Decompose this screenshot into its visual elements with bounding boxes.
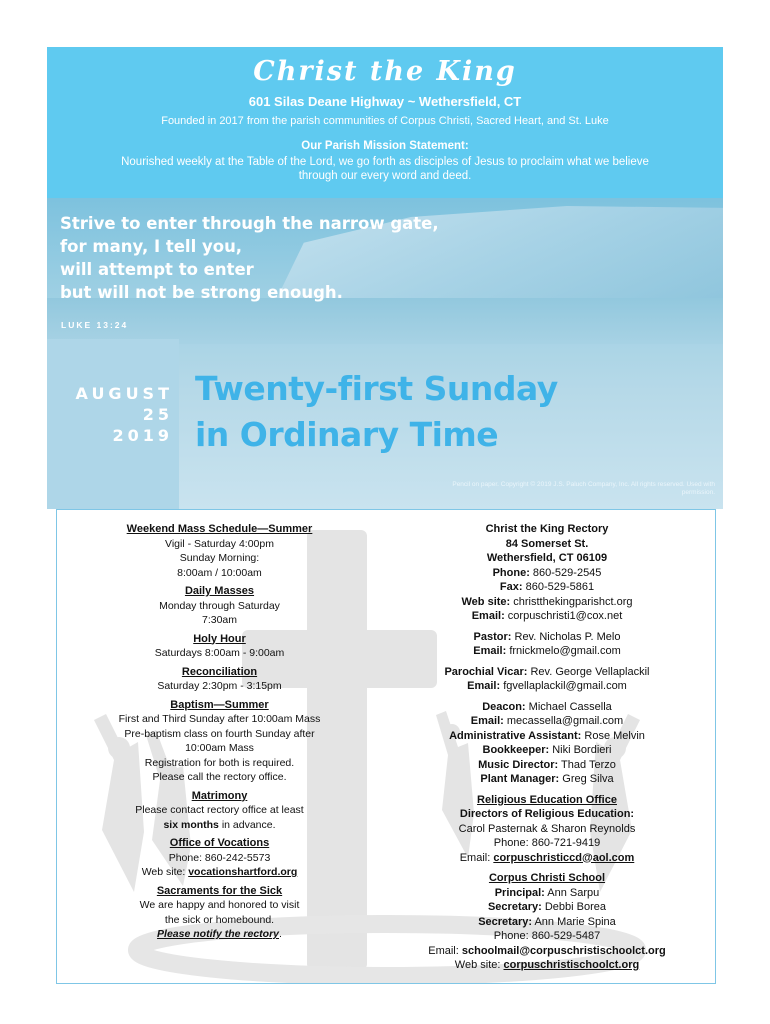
religious-ed-title: Religious Education Office (477, 793, 617, 806)
mission-title: Our Parish Mission Statement: (301, 140, 469, 152)
parish-title: Christ the King (253, 56, 517, 87)
vocations-title: Office of Vocations (169, 837, 270, 849)
holy-hour-title: Holy Hour (193, 632, 246, 645)
parish-header (47, 47, 723, 198)
mission-text: Nourished weekly at the Table of the Lord, we go forth as disciples of Jesus to proclaim what we believe through our every word and deed. (121, 156, 649, 182)
baptism-title: Baptism—Summer (170, 698, 269, 711)
sick-sacraments-title: Sacraments for the Sick (156, 884, 283, 897)
scripture-citation: LUKE 13:24 (61, 320, 129, 330)
left-column: Weekend Mass Schedule—Summer Vigil - Saturday 4:00pm Sunday Morning: 8:00am / 10:00am Daily Masses Monday through Saturday 7:30am Holy Hour Saturdays 8:00am - 9:00am Reconciliation Saturday 2:30pm - 3:15pm Baptism—Summer First and Third Sunday after 10:00am Mass Pre-baptism class on fourth Sunday after 10:00am Mass Registration for both is required. Please call the rectory office. Matrimony Please contact rectory office at least six months in advance. Office of Vocations Phone: 860-242-5573 Web site: vocationshartford.org Sacraments for the Sick We are happy and honored to visit the sick or homebound. Please notify the rectory. (107, 522, 332, 942)
scripture-quote: Strive to enter through the narrow gate, for many, I tell you, will attempt to enter but will not be strong enough. (60, 214, 439, 302)
parish-info-panel (56, 509, 716, 984)
hill-illustration (47, 298, 723, 344)
parish-address: 601 Silas Deane Highway ~ Wethersfield, CT (248, 94, 522, 109)
right-column: Christ the King Rectory 84 Somerset St. Wethersfield, CT 06109 Phone: 860-529-2545 Fax: 860-529-5861 Web site: christthekingparishct.org Email: corpuschristi1@cox.net Pastor: Rev. Nicholas P. Melo Email: frnickmelo@gmail.com Parochial Vicar: Rev. George Vellaplackil Email: fgvellaplackil@gmail.com Deacon: Michael Cassella Email: mecassella@gmail.com Administrative Assistant: Rose Melvin Bookkeeper: Niki Bordieri Music Director: Thad Terzo Plant Manager: Greg Silva Religious Education Office Directors of Religious Education: Carol Pasternak & Sharon Reynolds Phone: 860-721-9419 Email: corpuschristiccd@aol.com Corpus Christi School Principal: Ann Sarpu Secretary: Debbi Borea Secretary: Ann Marie Spina Phone: 860-529-5487 Email: schoolmail@corpuschristischoolct.org Web site: corpuschristischoolct.org (397, 522, 697, 973)
liturgy-banner (47, 198, 723, 509)
school-title: Corpus Christi School (488, 872, 606, 884)
liturgy-title: Twenty-first Sunday in Ordinary Time (195, 369, 558, 454)
weekend-mass-title: Weekend Mass Schedule—Summer (126, 523, 313, 535)
school-website-link[interactable]: corpuschristischoolct.org (503, 959, 640, 971)
founded-note: Founded in 2017 from the parish communities of Corpus Christi, Sacred Heart, and St. Luke (161, 115, 609, 127)
reconciliation-title: Reconciliation (181, 665, 258, 678)
rectory-email-link[interactable]: corpuschristi1@cox.net (504, 610, 623, 622)
rectory-name: Christ the King Rectory (485, 523, 609, 535)
vicar-email-link[interactable]: fgvellaplackil@gmail.com (500, 680, 627, 692)
vocations-link[interactable]: vocationshartford.org (188, 866, 298, 878)
pastor-email-link[interactable]: frnickmelo@gmail.com (506, 645, 621, 657)
school-email-link[interactable]: schoolmail@corpuschristischoolct.org (461, 944, 666, 957)
deacon-email-link[interactable]: mecassella@gmail.com (503, 715, 624, 727)
art-credit: Pencil on paper. Copyright © 2019 J.S. Paluch Company, Inc. All rights reserved. Used with permission. (452, 481, 715, 496)
daily-masses-title: Daily Masses (184, 585, 255, 597)
religious-ed-email-link[interactable]: corpuschristiccd@aol.com (493, 851, 635, 864)
matrimony-title: Matrimony (191, 789, 248, 802)
rectory-website-link[interactable]: christthekingparishct.org (510, 595, 633, 608)
liturgy-date: AUGUST 25 2019 (75, 384, 173, 445)
